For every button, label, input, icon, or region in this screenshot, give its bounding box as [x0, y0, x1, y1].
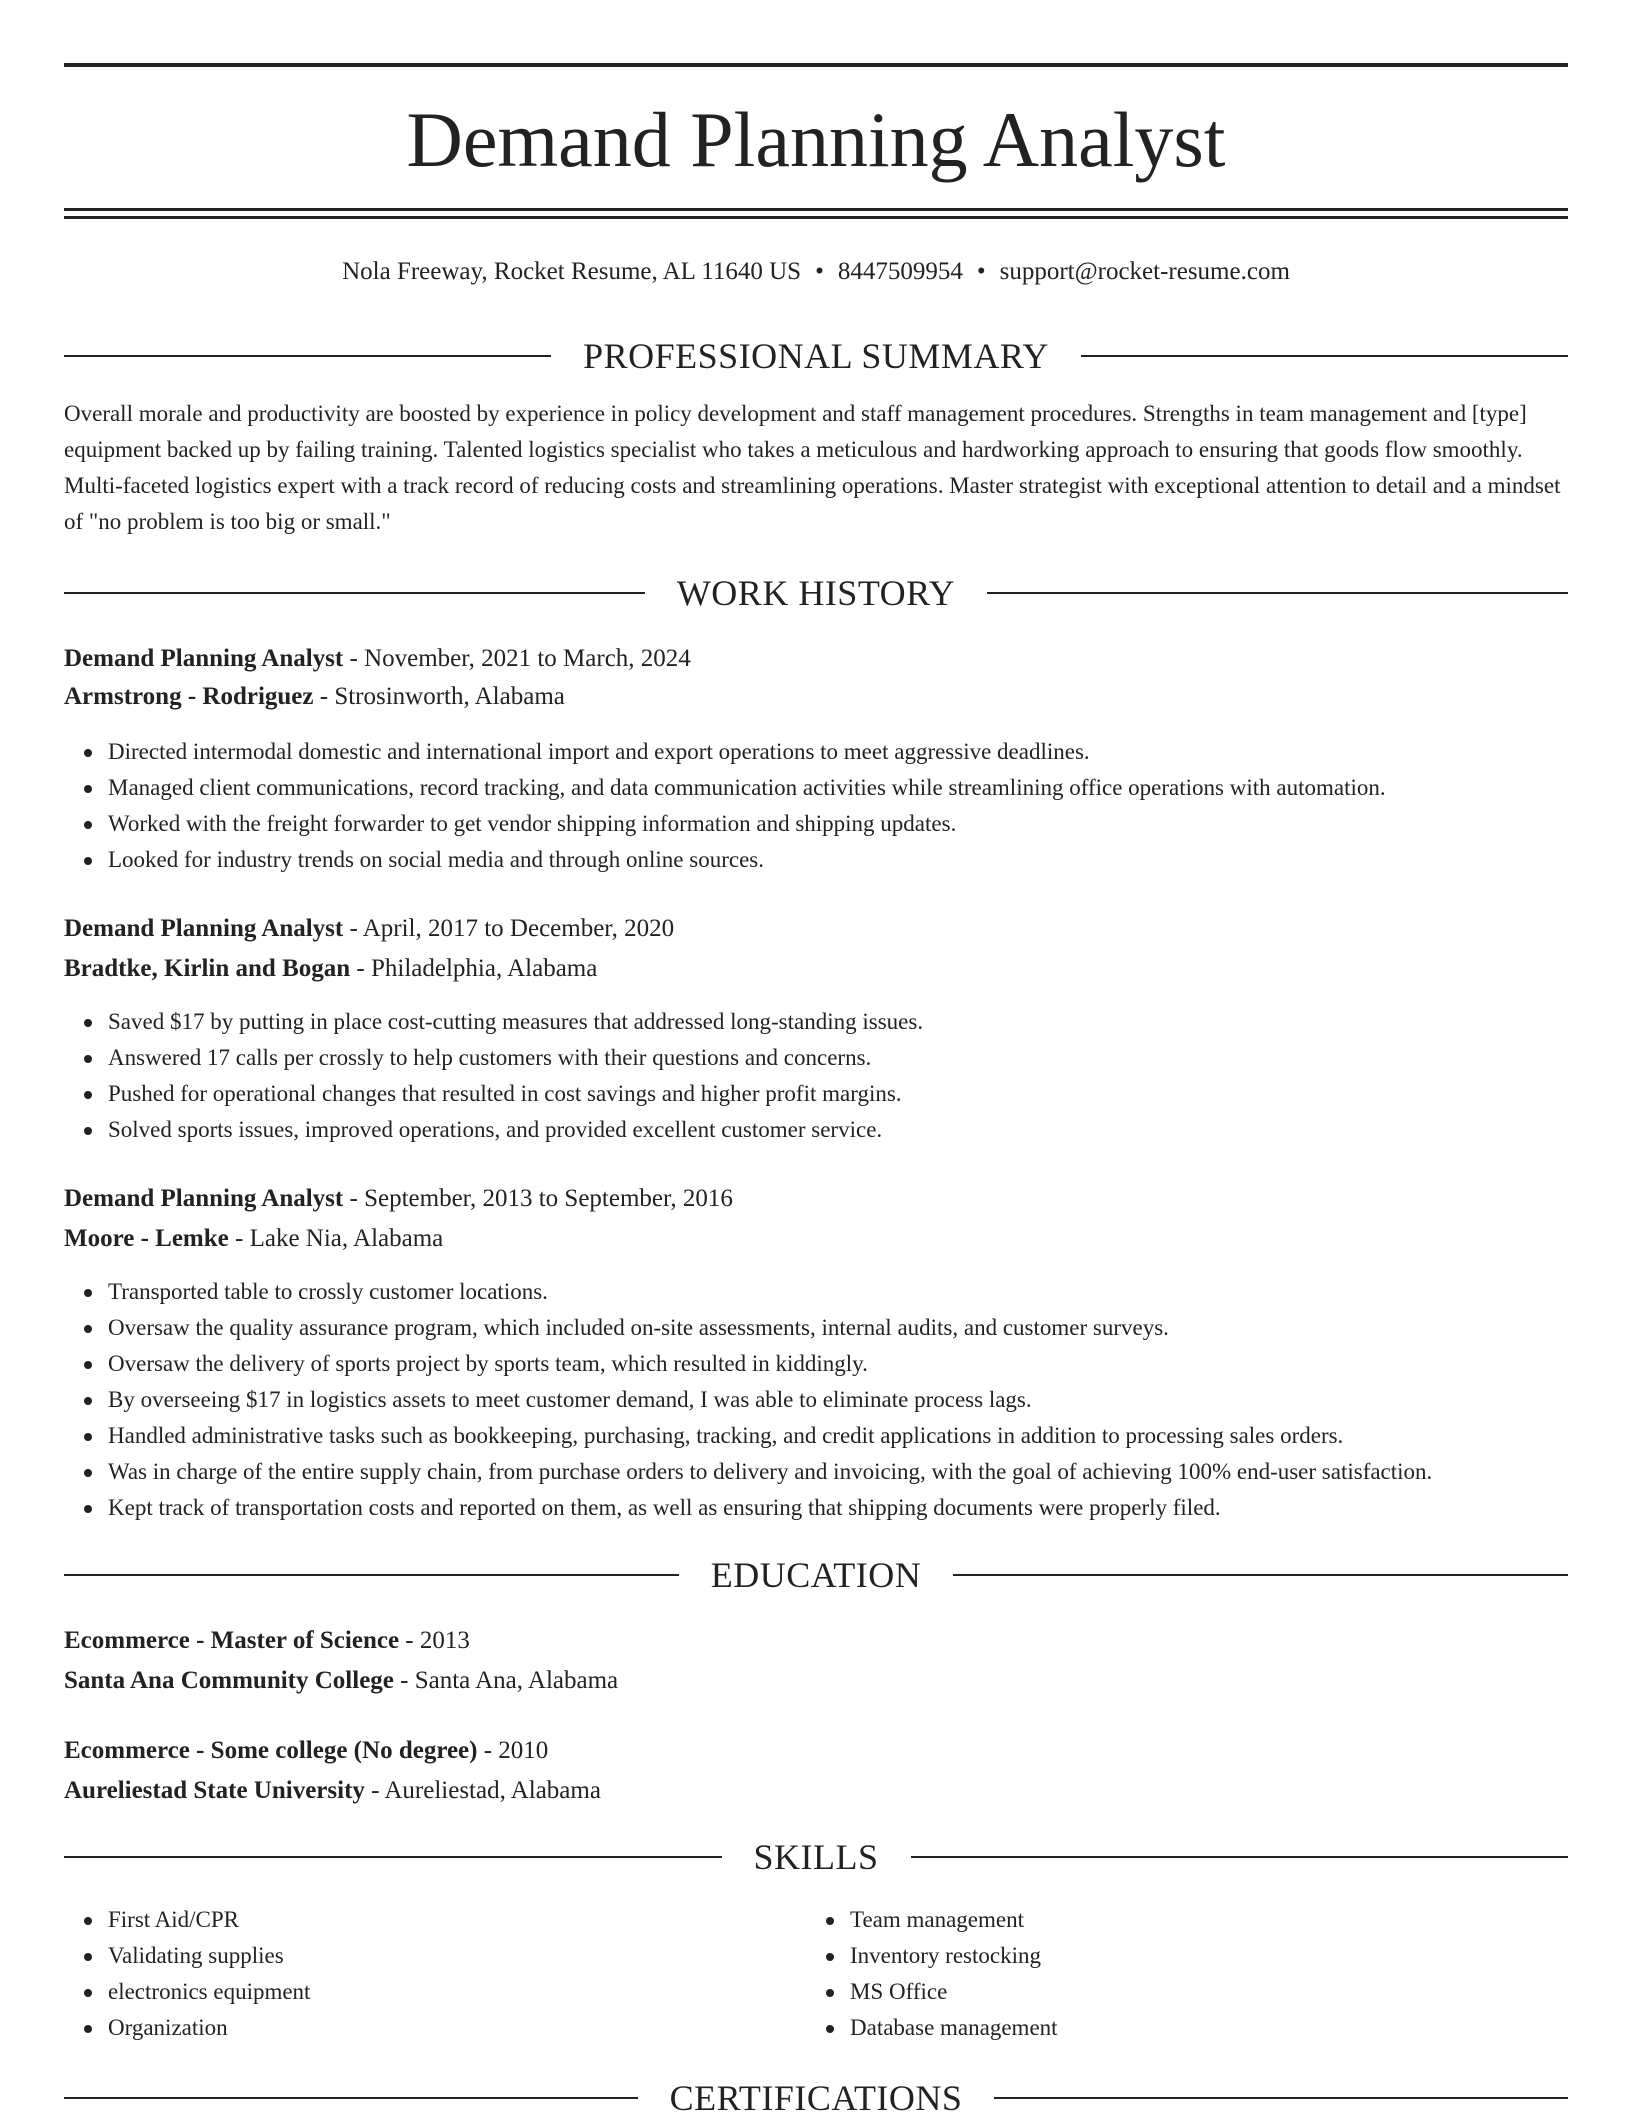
section-title: EDUCATION	[710, 1555, 922, 1595]
education-location: - Aureliestad, Alabama	[364, 1777, 601, 1804]
job-company-line	[64, 1221, 1568, 1257]
heading-rule	[1081, 355, 1568, 357]
skill-item: MS Office	[850, 1974, 1550, 2010]
job-location: - Strosinworth, Alabama	[313, 683, 565, 710]
summary-text: Overall morale and productivity are boosted by experience in policy development and staff management procedures. Strengths in team management and [type] equipment backed up by failing training. Talented logistics specialist who takes a meticulous and hardworking approach to ensuring that goods flow smoothly. Multi-faceted logistics expert with a track record of reducing costs and streamlining operations. Master strategist with exceptional attention to detail and a mindset of "no problem is too big or small."	[64, 401, 1561, 534]
skill-item: Team management	[850, 1902, 1550, 1938]
job-dates: - September, 2013 to September, 2016	[343, 1185, 733, 1212]
education-year: - 2010	[477, 1737, 549, 1764]
skill-item: electronics equipment	[108, 1974, 808, 2010]
list-item: Transported table to crossly customer locations.	[108, 1274, 1612, 1310]
heading-rule	[64, 355, 551, 357]
education-school-line	[64, 1663, 1568, 1699]
job-title-line	[64, 1181, 1568, 1217]
contact-separator: •	[815, 258, 824, 285]
education-degree: Ecommerce - Some college (No degree)	[64, 1737, 478, 1764]
list-item: Looked for industry trends on social media and through online sources.	[108, 842, 1612, 878]
job-company: Bradtke, Kirlin and Bogan	[64, 955, 351, 982]
job-company-line	[64, 951, 1568, 987]
job-title: Demand Planning Analyst	[64, 1185, 344, 1212]
heading-rule	[64, 2097, 638, 2099]
job-title-line	[64, 641, 1568, 677]
job-location: - Lake Nia, Alabama	[228, 1225, 444, 1252]
section-heading-summary	[64, 334, 1568, 378]
contact-address: Nola Freeway, Rocket Resume, AL 11640 US	[342, 258, 802, 285]
job-title: Demand Planning Analyst	[64, 645, 344, 672]
education-degree-line	[64, 1623, 1568, 1659]
section-heading-skills	[64, 1835, 1568, 1879]
job-company-line	[64, 679, 1568, 715]
page-title: Demand Planning Analyst	[406, 96, 1226, 183]
education-school-line	[64, 1773, 1568, 1809]
top-rule	[64, 63, 1568, 67]
list-item: Oversaw the delivery of sports project by sports team, which resulted in kiddingly.	[108, 1346, 1612, 1382]
contact-email: support@rocket-resume.com	[999, 258, 1290, 285]
title-rule-1	[64, 208, 1568, 211]
list-item: Managed client communications, record tracking, and data communication activities while streamlining office operations with automation.	[108, 770, 1612, 806]
list-item: Answered 17 calls per crossly to help customers with their questions and concerns.	[108, 1040, 1612, 1076]
education-degree: Ecommerce - Master of Science	[64, 1627, 400, 1654]
section-heading-certifications	[64, 2076, 1568, 2120]
heading-rule	[987, 592, 1568, 594]
section-title: CERTIFICATIONS	[669, 2078, 963, 2118]
section-heading-work-history	[64, 571, 1568, 615]
skill-item: Database management	[850, 2010, 1550, 2046]
heading-rule	[64, 592, 645, 594]
list-item: Worked with the freight forwarder to get vendor shipping information and shipping updates.	[108, 806, 1612, 842]
education-school: Aureliestad State University	[64, 1777, 365, 1804]
contact-phone: 8447509954	[837, 258, 963, 285]
job-title-line	[64, 911, 1568, 947]
skill-item: First Aid/CPR	[108, 1902, 808, 1938]
title-rule-2	[64, 216, 1568, 219]
list-item: Pushed for operational changes that resulted in cost savings and higher profit margins.	[108, 1076, 1612, 1112]
list-item: Kept track of transportation costs and reported on them, as well as ensuring that shipping documents were properly filed.	[108, 1490, 1612, 1526]
contact-separator: •	[976, 258, 986, 285]
heading-rule	[994, 2097, 1568, 2099]
job-location: - Philadelphia, Alabama	[350, 955, 598, 982]
job-company: Armstrong - Rodriguez	[64, 683, 314, 710]
job-title: Demand Planning Analyst	[64, 915, 344, 942]
list-item: Saved $17 by putting in place cost-cutting measures that addressed long-standing issues.	[108, 1004, 1612, 1040]
education-location: - Santa Ana, Alabama	[393, 1667, 619, 1694]
skill-item: Organization	[108, 2010, 808, 2046]
skill-item: Inventory restocking	[850, 1938, 1550, 1974]
section-heading-education	[64, 1553, 1568, 1597]
section-title: PROFESSIONAL SUMMARY	[583, 336, 1049, 376]
list-item: Solved sports issues, improved operations, and provided excellent customer service.	[108, 1112, 1612, 1148]
heading-rule	[953, 1574, 1568, 1576]
heading-rule	[64, 1574, 679, 1576]
job-bullets	[64, 1004, 1612, 1148]
section-title: SKILLS	[753, 1837, 879, 1877]
list-item: Directed intermodal domestic and international import and export operations to meet aggressive deadlines.	[108, 734, 1612, 770]
skill-item: Validating supplies	[108, 1938, 808, 1974]
list-item: By overseeing $17 in logistics assets to meet customer demand, I was able to eliminate process lags.	[108, 1382, 1612, 1418]
skills-list-left	[64, 1902, 808, 2046]
list-item: Oversaw the quality assurance program, which included on-site assessments, internal audits, and customer surveys.	[108, 1310, 1612, 1346]
education-degree-line	[64, 1733, 1568, 1769]
contact-line	[64, 254, 1568, 290]
education-school: Santa Ana Community College	[64, 1667, 394, 1694]
education-year: - 2013	[399, 1627, 470, 1654]
job-dates: - April, 2017 to December, 2020	[343, 915, 675, 942]
job-company: Moore - Lemke	[64, 1225, 229, 1252]
job-bullets	[64, 734, 1612, 878]
section-title: WORK HISTORY	[676, 573, 956, 613]
job-bullets	[64, 1274, 1612, 1526]
heading-rule	[64, 1856, 722, 1858]
heading-rule	[911, 1856, 1569, 1858]
job-dates: - November, 2021 to March, 2024	[343, 645, 691, 672]
list-item: Was in charge of the entire supply chain, from purchase orders to delivery and invoicing, with the goal of achieving 100% end-user satisfaction.	[108, 1454, 1612, 1490]
list-item: Handled administrative tasks such as bookkeeping, purchasing, tracking, and credit applications in addition to processing sales orders.	[108, 1418, 1612, 1454]
skills-list-right	[806, 1902, 1550, 2046]
